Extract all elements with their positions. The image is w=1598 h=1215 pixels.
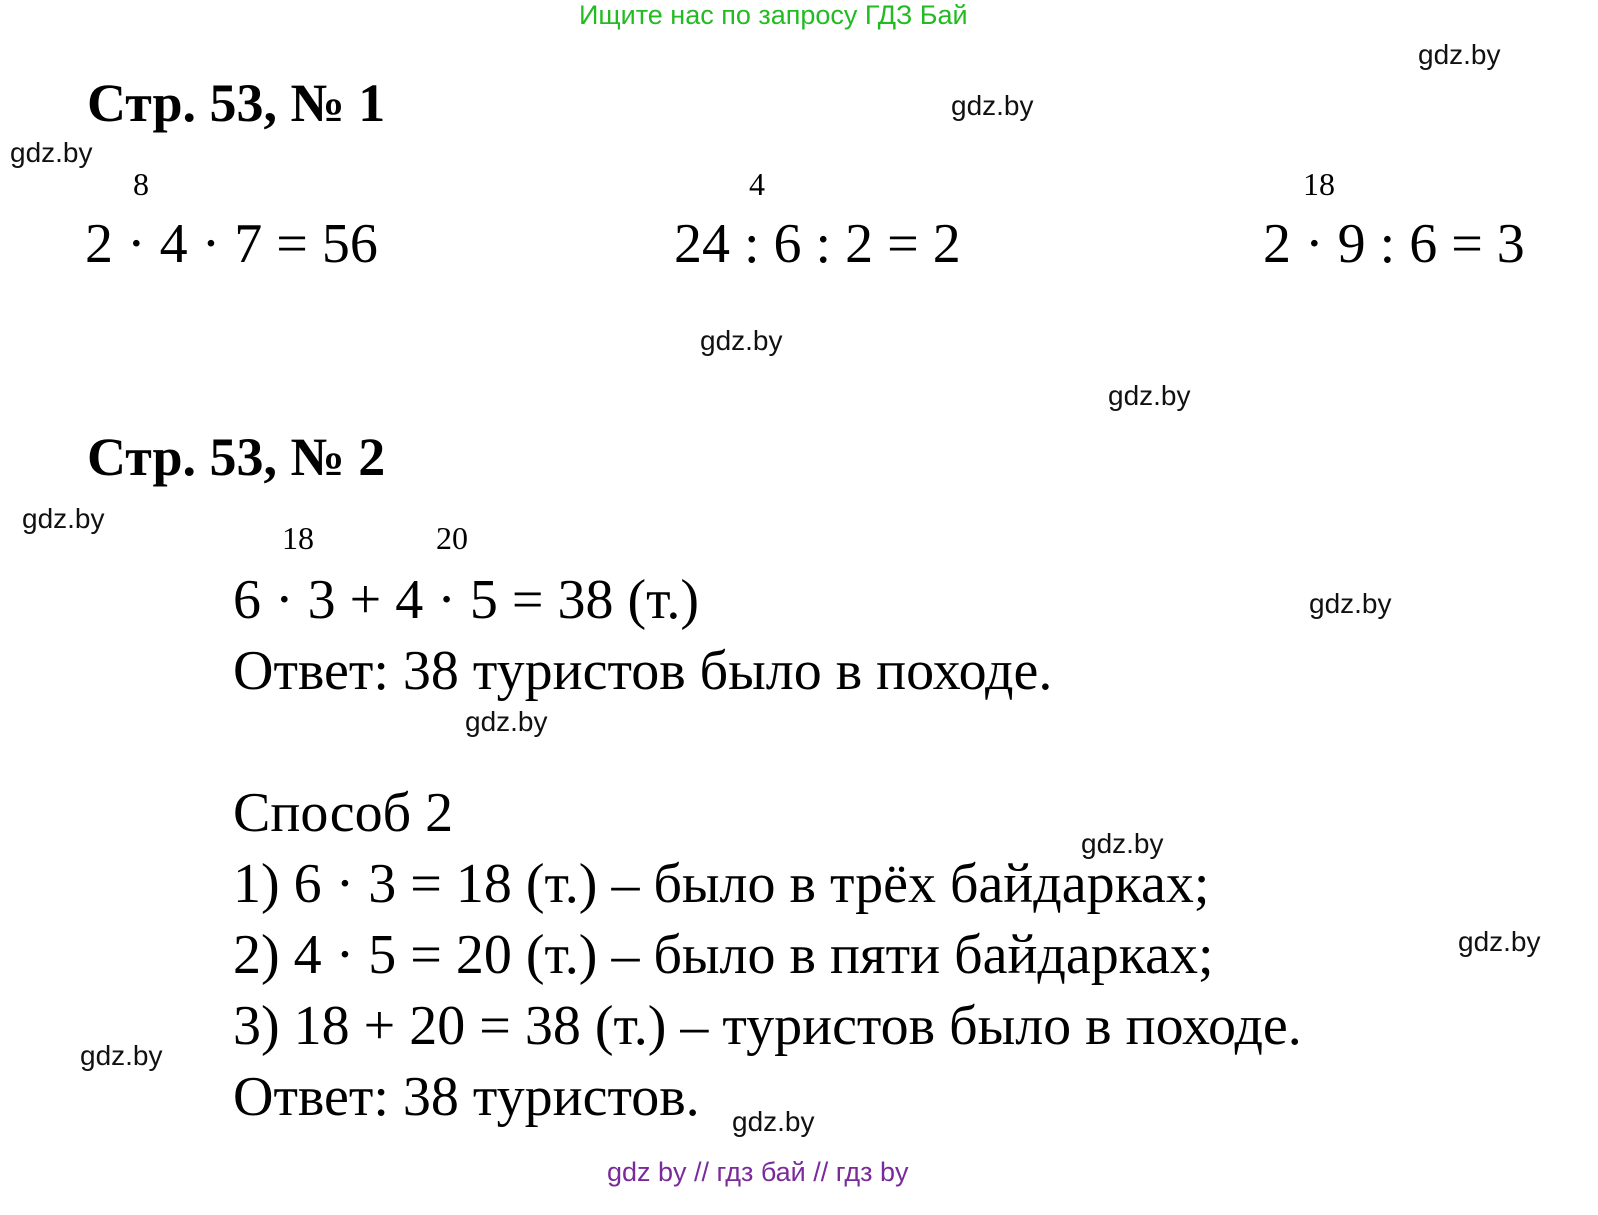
watermark: gdz.by (732, 1106, 815, 1137)
watermark: gdz.by (1081, 828, 1164, 859)
solution-step: 2) 4 · 5 = 20 (т.) – было в пяти байдарках; (233, 924, 1214, 986)
watermark: gdz.by (1418, 39, 1501, 70)
watermark: gdz.by (700, 325, 783, 356)
method-title: Способ 2 (233, 782, 454, 844)
watermark: gdz.by (1309, 588, 1392, 619)
watermark: gdz.by (951, 90, 1034, 121)
solution-step: 1) 6 · 3 = 18 (т.) – было в трёх байдарках; (233, 853, 1210, 915)
expression: 24 : 6 : 2 = 2 (674, 213, 961, 275)
watermark: gdz.by (22, 503, 105, 534)
expression: 2 · 4 · 7 = 56 (85, 213, 378, 275)
watermark: gdz.by (465, 706, 548, 737)
footer-links[interactable]: gdz by // гдз бай // гдз by (607, 1157, 909, 1187)
watermark: gdz.by (1458, 926, 1541, 957)
task2-heading: Стр. 53, № 2 (87, 427, 386, 487)
intermediate-result: 4 (749, 166, 765, 202)
intermediate-result: 18 (282, 520, 314, 556)
intermediate-result: 18 (1303, 166, 1335, 202)
search-banner: Ищите нас по запросу ГДЗ Бай (579, 0, 968, 30)
intermediate-result: 20 (436, 520, 468, 556)
watermark: gdz.by (1108, 380, 1191, 411)
solution-equation: 6 · 3 + 4 · 5 = 38 (т.) (233, 569, 700, 631)
watermark: gdz.by (10, 137, 93, 168)
answer-line: Ответ: 38 туристов было в походе. (233, 640, 1053, 702)
intermediate-result: 8 (133, 166, 149, 202)
task1-heading: Стр. 53, № 1 (87, 73, 386, 133)
solution-step: 3) 18 + 20 = 38 (т.) – туристов было в походе. (233, 995, 1302, 1057)
expression: 2 · 9 : 6 = 3 (1263, 213, 1525, 275)
answer-line: Ответ: 38 туристов. (233, 1066, 700, 1128)
watermark: gdz.by (80, 1040, 163, 1071)
